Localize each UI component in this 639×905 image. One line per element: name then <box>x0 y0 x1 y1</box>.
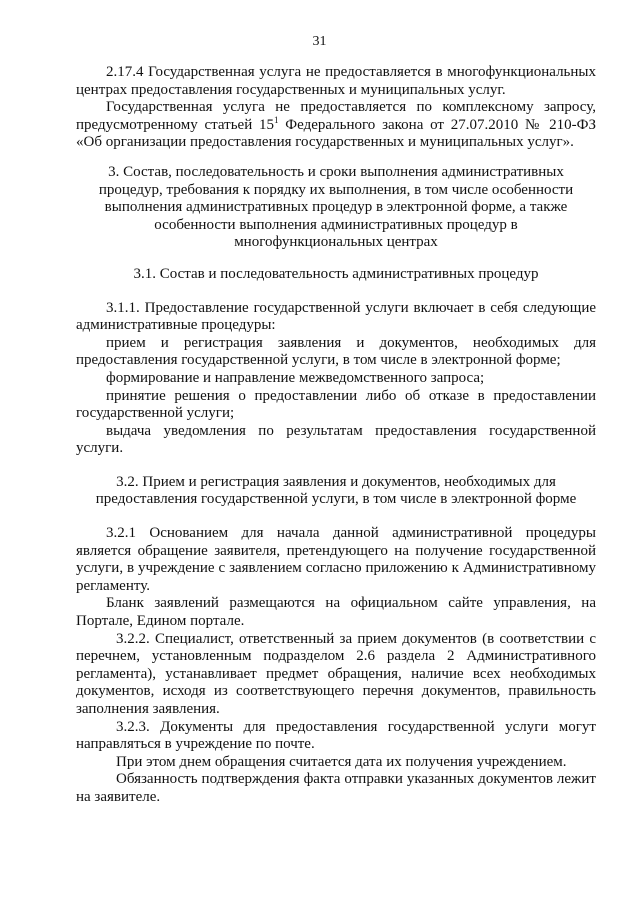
paragraph-receipt-date: При этом днем обращения считается дата их получения учреждением. <box>116 753 567 770</box>
footnote-superscript: 1 <box>274 114 279 125</box>
paragraph-complex-request <box>76 99 596 152</box>
paragraph-3-1-1: 3.1.1. Предоставление государственной услуги включает в себя следующие административные процедуры: <box>76 299 596 334</box>
paragraph-application-forms: Бланк заявлений размещаются на официальном сайте управления, на Портале, Едином портале. <box>76 595 596 630</box>
list-item-decision: принятие решения о предоставлении либо об отказе в предоставлении государственной услуги; <box>76 387 596 422</box>
list-item-notification: выдача уведомления по результатам предоставления государственной услуги. <box>76 422 596 457</box>
paragraph-complex-request-part1: Государственная услуга не предоставляется по комплексному запросу, предусмотренному статьей 15 <box>76 99 596 133</box>
paragraph-complex-request-part2: Федерального закона от 27.07.2010 № 210-ФЗ «Об организации предоставления государственных и муниципальных услуг». <box>76 116 596 151</box>
page-content <box>76 64 596 807</box>
section-3-heading: 3. Состав, последовательность и сроки выполнения административных процедур, требования к порядку их выполнения, в том числе особенности выполнения административных процедур в электронной форме, а также особенности выполнения административных процедур в многофункциональных центрах <box>98 163 574 251</box>
paragraph-2-17-4: 2.17.4 Государственная услуга не предоставляется в многофункциональных центрах предоставления государственных и муниципальных услуг. <box>76 64 596 98</box>
page-number: 31 <box>312 34 327 49</box>
subsection-3-1-heading: 3.1. Состав и последовательность административных процедур <box>133 265 539 282</box>
list-item-interagency-request: формирование и направление межведомственного запроса; <box>106 369 485 386</box>
list-item-reception: прием и регистрация заявления и документов, необходимых для предоставления государственной услуги, в том числе в электронной форме; <box>76 334 596 369</box>
paragraph-3-2-1: 3.2.1 Основанием для начала данной административной процедуры является обращение заявителя, претендующего на получение государственной услуги, в учреждение с заявлением согласно приложению к Административному регламенту. <box>76 525 596 594</box>
subsection-3-2-heading: 3.2. Прием и регистрация заявления и документов, необходимых для предоставления государственной услуги, в том числе в электронной форме <box>95 473 577 508</box>
paragraph-3-2-2: 3.2.2. Специалист, ответственный за прием документов (в соответствии с перечнем, установленным подразделом 2.6 раздела 2 Административного регламента), устанавливает предмет обращения, наличие всех необходимых документов, исходя из соответствующего перечня документов, правильность заполнения заявления. <box>76 630 596 717</box>
paragraph-proof-obligation: Обязанность подтверждения факта отправки указанных документов лежит на заявителе. <box>76 771 596 805</box>
paragraph-3-2-3: 3.2.3. Документы для предоставления государственной услуги могут направляться в учреждение по почте. <box>76 718 596 753</box>
